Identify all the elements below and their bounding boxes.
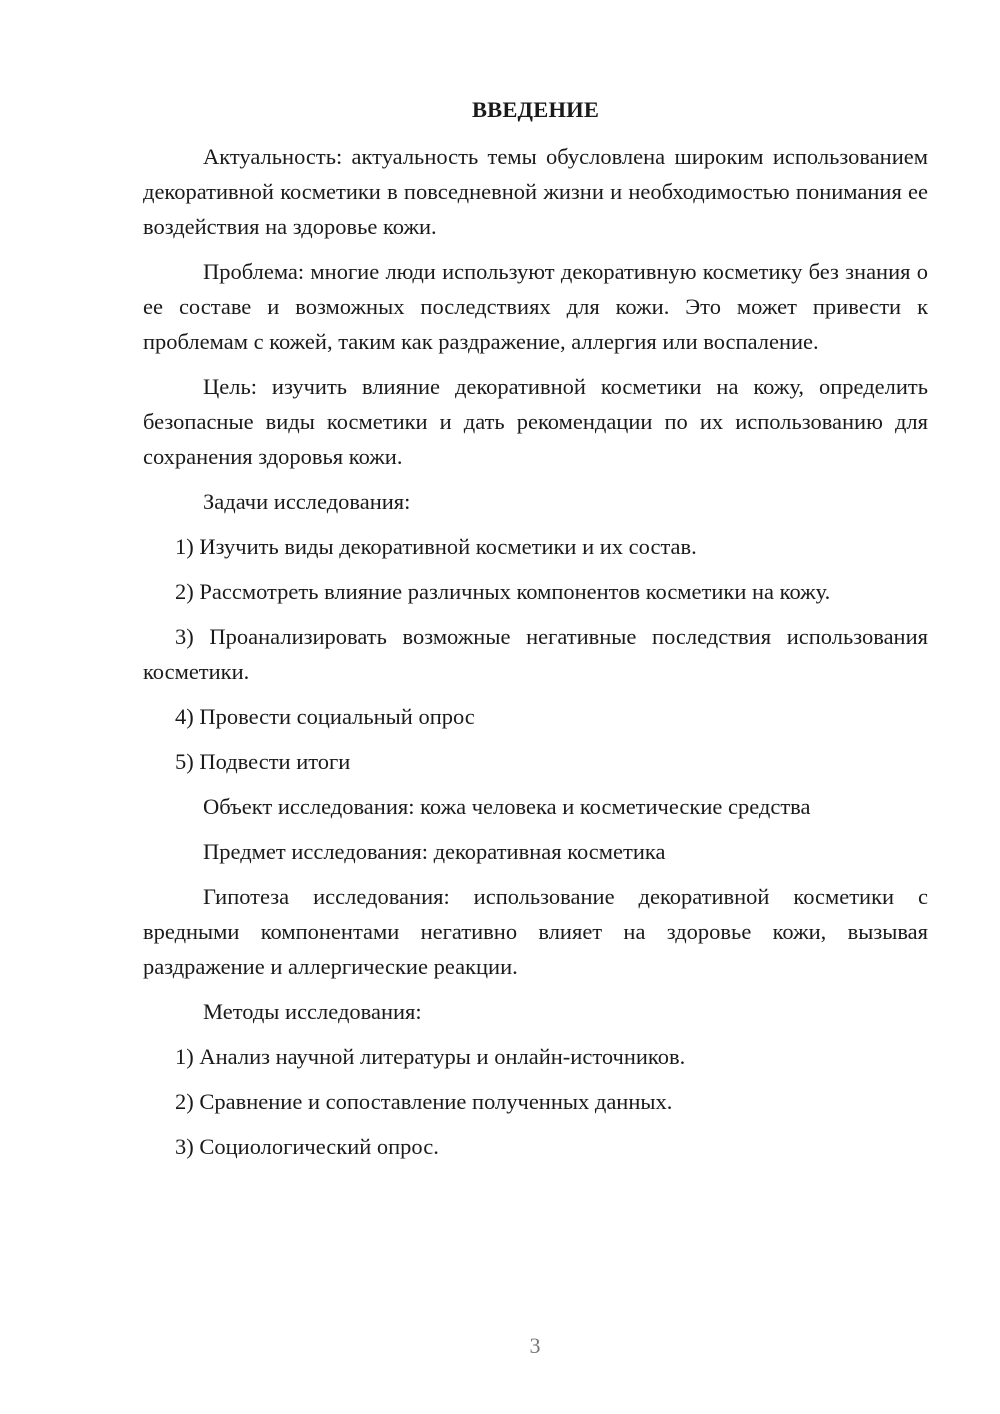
method-item-2: 2) Сравнение и сопоставление полученных данных. <box>175 1089 673 1114</box>
method-item-3: 3) Социологический опрос. <box>175 1134 439 1159</box>
relevance-paragraph: Актуальность: актуальность темы обусловлена широким использованием декоративной косметики в повседневной жизни и необходимостью понимания ее воздействия на здоровье кожи. <box>143 144 928 239</box>
methods-heading: Методы исследования: <box>203 999 422 1024</box>
task-item-2: 2) Рассмотреть влияние различных компонентов косметики на кожу. <box>175 579 831 604</box>
task-item-5: 5) Подвести итоги <box>175 749 351 774</box>
document-page <box>143 92 928 1174</box>
problem-paragraph: Проблема: многие люди используют декоративную косметику без знания о ее составе и возможных последствиях для кожи. Это может привести к проблемам с кожей, таким как раздражение, аллергия или воспаление. <box>143 259 928 354</box>
task-item-4: 4) Провести социальный опрос <box>175 704 475 729</box>
object-paragraph: Объект исследования: кожа человека и косметические средства <box>203 794 811 819</box>
page-title: ВВЕДЕНИЕ <box>471 97 600 122</box>
task-item-3: 3) Проанализировать возможные негативные последствия использования косметики. <box>143 624 928 684</box>
task-item-1: 1) Изучить виды декоративной косметики и их состав. <box>175 534 697 559</box>
page-number: 3 <box>529 1333 541 1358</box>
method-item-1: 1) Анализ научной литературы и онлайн-источников. <box>175 1044 686 1069</box>
subject-paragraph: Предмет исследования: декоративная косметика <box>203 839 666 864</box>
tasks-heading: Задачи исследования: <box>203 489 411 514</box>
hypothesis-paragraph: Гипотеза исследования: использование декоративной косметики с вредными компонентами негативно влияет на здоровье кожи, вызывая раздражение и аллергические реакции. <box>143 884 928 979</box>
goal-paragraph: Цель: изучить влияние декоративной косметики на кожу, определить безопасные виды косметики и дать рекомендации по их использованию для сохранения здоровья кожи. <box>143 374 928 469</box>
